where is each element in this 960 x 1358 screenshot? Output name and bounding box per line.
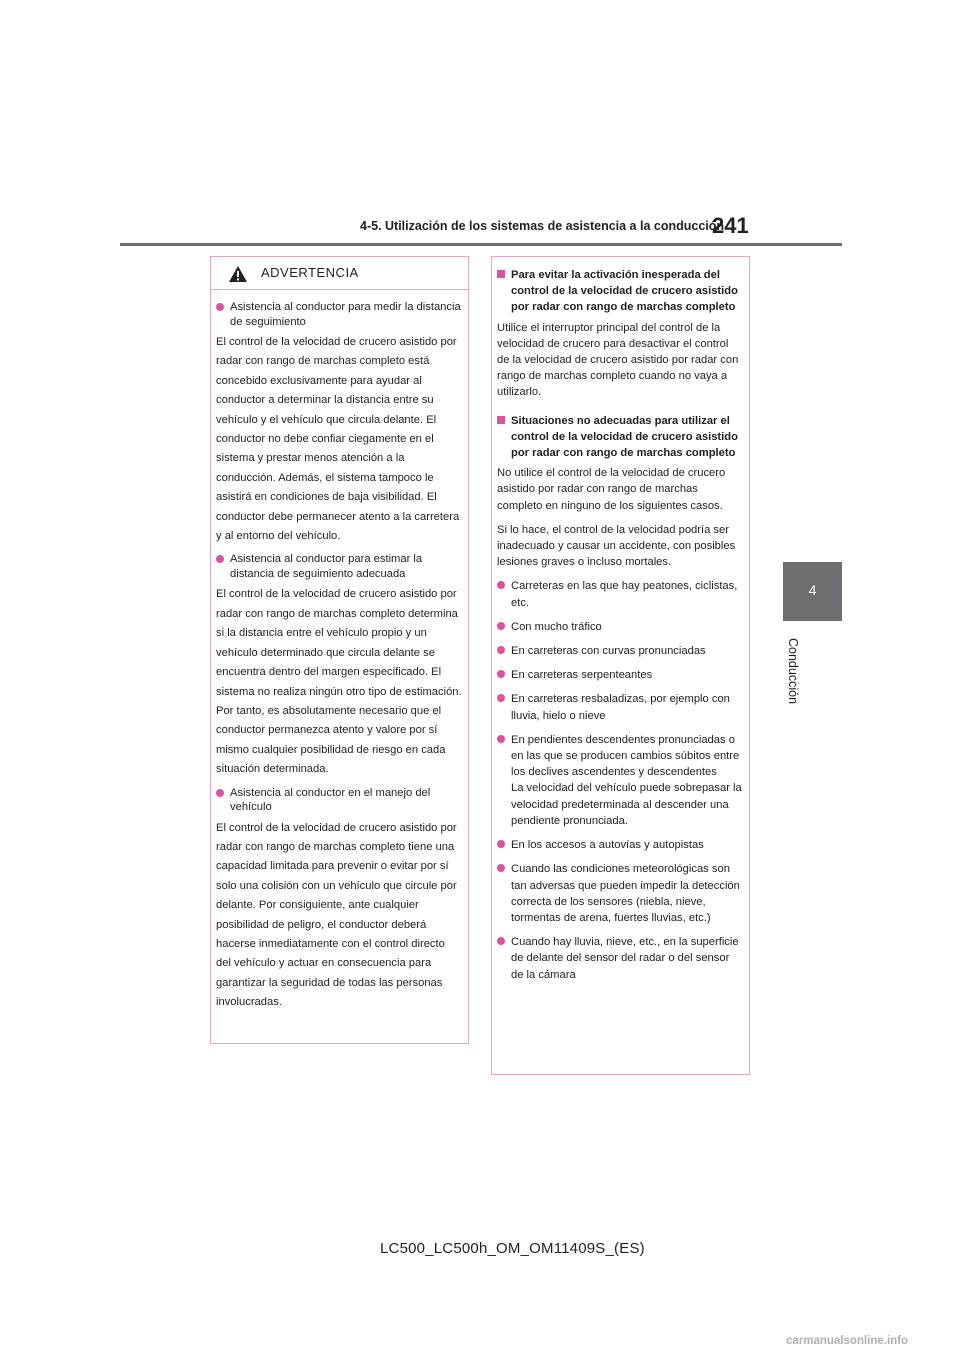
document-code: LC500_LC500h_OM_OM11409S_(ES): [380, 1240, 645, 1257]
chapter-number: 4: [808, 582, 817, 598]
bullet-icon: [497, 646, 505, 654]
bullet-icon: [497, 864, 505, 872]
bullet-text: Asistencia al conductor para estimar la distancia de seguimiento adecuada: [230, 553, 423, 580]
watermark: carmanualsonline.info: [786, 1335, 909, 1347]
list-item-text: Carreteras en las que hay peatones, ciclistas, etc.: [511, 580, 738, 609]
header-divider: [120, 243, 842, 246]
warning-paragraph: El control de la velocidad de crucero asistido por radar con rango de marchas completo está concebido exclusivamente para ayudar al conductor a determinar la distancia entre su vehículo y el vehículo que circula delante. El conductor no debe confiar ciegamente en el sistema y prestar menos atención a la conducción. Además, el sistema tampoco le asistirá en condiciones de baja visibilidad. El conductor debe permanecer atento a la carretera y al entorno del vehículo.: [216, 336, 460, 543]
list-item: [497, 861, 743, 926]
section-title: 4-5. Utilización de los sistemas de asistencia a la conducción: [360, 219, 725, 233]
bullet-icon: [497, 694, 505, 702]
bullet-icon: [497, 937, 505, 945]
list-item: [497, 619, 743, 635]
bullet-icon: [497, 622, 505, 630]
bullet-icon: [216, 303, 224, 311]
list-item-text: En carreteras serpenteantes: [511, 669, 653, 682]
situations-list: [497, 578, 743, 982]
bullet-icon: [216, 555, 224, 563]
list-item: [497, 578, 743, 610]
list-item: [497, 934, 743, 983]
warning-heading: ADVERTENCIA: [261, 265, 359, 280]
warning-box: [210, 256, 469, 1044]
bullet-icon: [497, 670, 505, 678]
warning-bullet: [216, 552, 462, 581]
caution-content: [492, 257, 749, 983]
section-paragraph: No utilice el control de la velocidad de crucero asistido por radar con rango de marchas completo en ninguno de los siguientes casos.: [497, 467, 726, 512]
list-item-text: En carreteras resbaladizas, por ejemplo con lluvia, hielo o nieve: [511, 693, 730, 722]
bullet-text: Asistencia al conductor en el manejo del vehículo: [230, 786, 431, 814]
warning-bullet: [216, 300, 462, 329]
section-paragraph: Utilice el interruptor principal del control de la velocidad de crucero para desactivar el control de la velocidad de crucero asistido por radar con rango de marchas completo cuando no vaya a utilizarlo.: [497, 321, 739, 399]
section-heading: [497, 267, 743, 316]
warning-bullet: [216, 786, 462, 815]
chapter-name: Conducción: [786, 638, 800, 705]
square-bullet-icon: [497, 270, 505, 278]
caution-box: [491, 256, 750, 1075]
bullet-text: Asistencia al conductor para medir la distancia de seguimiento: [230, 301, 461, 328]
chapter-tab: [783, 562, 842, 621]
heading-text: Situaciones no adecuadas para utilizar el control de la velocidad de crucero asistido por radar con rango de marchas completo: [511, 414, 738, 460]
list-item: [497, 837, 743, 853]
list-item-text: Cuando hay lluvia, nieve, etc., en la superficie de delante del sensor del radar o del sensor de la cámara: [511, 936, 739, 981]
chapter-label: [776, 638, 816, 708]
heading-text: Para evitar la activación inesperada del control de la velocidad de crucero asistido por radar con rango de marchas completo: [511, 269, 738, 314]
list-item-text: En carreteras con curvas pronunciadas: [511, 645, 706, 658]
section-heading: [497, 413, 743, 462]
bullet-icon: [497, 840, 505, 848]
list-item-text: En los accesos a autovías y autopistas: [511, 839, 704, 852]
bullet-icon: [216, 789, 224, 797]
square-bullet-icon: [497, 416, 505, 424]
section-paragraph: Si lo hace, el control de la velocidad podría ser inadecuado y causar un accidente, con posibles lesiones graves o incluso mortales.: [497, 523, 736, 569]
bullet-icon: [497, 581, 505, 589]
warning-paragraph: El control de la velocidad de crucero asistido por radar con rango de marchas completo determina si la distancia entre el vehículo propio y un vehículo determinado que circula delante se encuentra dentro del margen especificado. El sistema no realiza ningún otro tipo de estimación. Por tanto, es absolutamente necesario que el conductor permanezca atento y valore por sí mismo cualquier posibilidad de riesgo en cada situación determinada.: [216, 588, 462, 776]
list-item: [497, 643, 743, 659]
warning-paragraph: El control de la velocidad de crucero asistido por radar con rango de marchas completo tiene una capacidad limitada para prevenir o evitar por sí solo una colisión con un vehículo que circule por delante. Por consiguiente, ante cualquier posibilidad de peligro, el conductor deberá hacerse inmediatamente con el control directo del vehículo y actuar en consecuencia para garantizar la seguridad de todas las personas involucradas.: [216, 821, 457, 1009]
warning-header: [211, 257, 468, 290]
warning-content: [211, 290, 468, 1013]
bullet-icon: [497, 735, 505, 743]
list-item: [497, 732, 743, 829]
warning-triangle-icon: [228, 265, 248, 283]
list-item: [497, 667, 743, 683]
list-item: [497, 691, 743, 723]
list-item-text: En pendientes descendentes pronunciadas o en las que se producen cambios súbitos entre los declives ascendentes y descendentes La velocidad del vehículo puede sobrepasar la velocidad predeterminada al descender una pendiente pronunciada.: [511, 733, 742, 827]
list-item-text: Cuando las condiciones meteorológicas son tan adversas que pueden impedir la detección correcta de los sensores (niebla, nieve, tormentas de arena, fuertes lluvias, etc.): [511, 863, 740, 924]
page-number: 241: [712, 213, 749, 238]
list-item-text: Con mucho tráfico: [511, 620, 602, 633]
